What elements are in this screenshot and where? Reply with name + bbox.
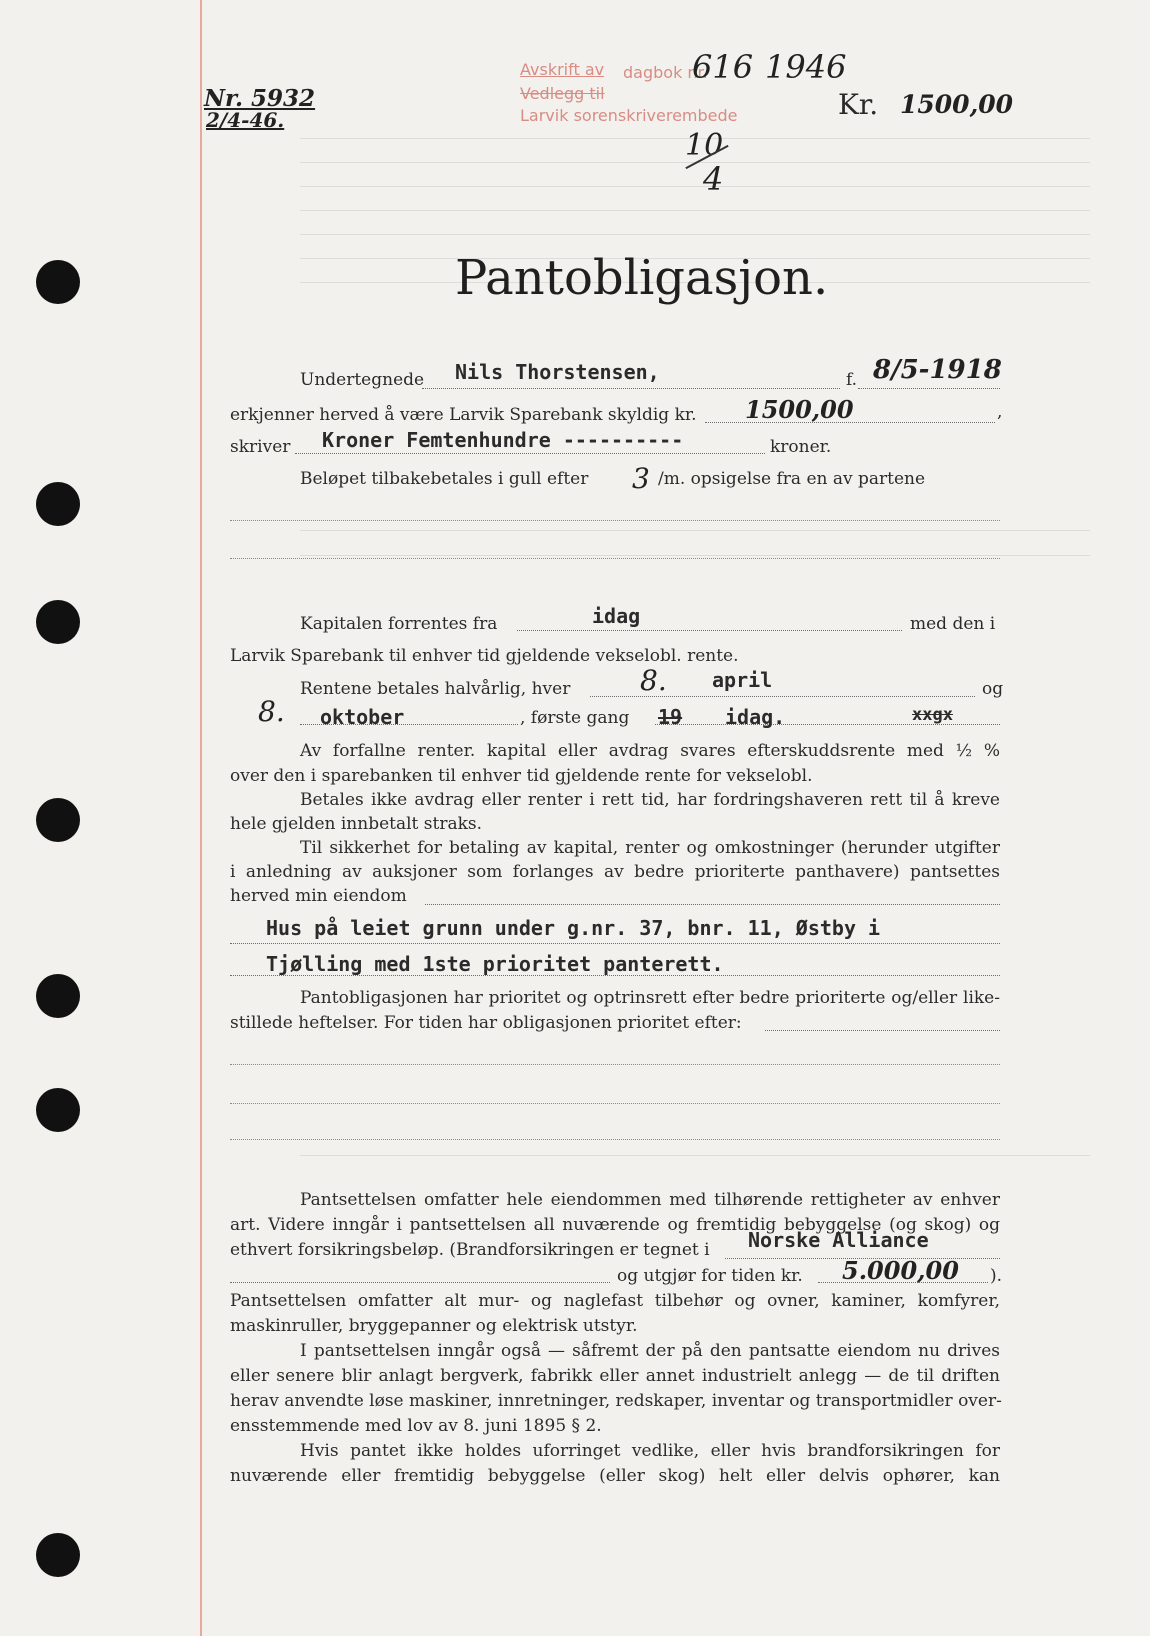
forfallne-line: Av forfallne renter. kapital eller avdrag svares efterskuddsrente med ½ % bbox=[300, 741, 1000, 761]
birth-underline bbox=[858, 388, 1000, 389]
larvik-rente-text: Larvik Sparebank til enhver tid gjeldende vekselobl. rente. bbox=[230, 646, 739, 666]
insured-amount: 5.000,00 bbox=[842, 1256, 959, 1285]
bleed-through-line bbox=[300, 530, 1090, 531]
omfatter-line-2: art. Videre inngår i pantsettelsen all nuværende og fremtidig bebyggelse (og skog) og bbox=[230, 1215, 1000, 1235]
ogsa-line-4: ensstemmende med lov av 8. juni 1895 § 2. bbox=[230, 1416, 602, 1436]
amount-comma: , bbox=[997, 402, 1003, 422]
blank-line bbox=[230, 1139, 1000, 1140]
second-interest-day: 8. bbox=[258, 695, 285, 728]
record-number: Nr. 5932 bbox=[204, 85, 316, 112]
herved-line: herved min eiendom bbox=[230, 886, 407, 906]
hele-gjelden-line: hele gjelden innbetalt straks. bbox=[230, 814, 483, 834]
struck-year: 19 bbox=[658, 705, 683, 729]
kr-label: Kr. bbox=[838, 88, 879, 121]
property-underline-1 bbox=[230, 943, 1000, 944]
first-interest-month: april bbox=[712, 668, 773, 692]
over-den-line: over den i sparebanken til enhver tid gjeldende rente for vekselobl. bbox=[230, 766, 813, 786]
second-interest-month: oktober bbox=[320, 705, 405, 729]
stamp-line-vedlegg: Vedlegg til bbox=[520, 84, 605, 103]
stamp-line-dagbok: dagbok nr. bbox=[623, 63, 708, 82]
insurer-name: Norske Alliance bbox=[748, 1228, 929, 1252]
margin-rule bbox=[200, 0, 202, 1636]
omfatter-line-3: ethvert forsikringsbeløp. (Brandforsikringen er tegnet i bbox=[230, 1240, 710, 1260]
ogsa-line-1: I pantsettelsen inngår også — såfremt der på den pantsatte eiendom nu drives bbox=[300, 1341, 1000, 1361]
bleed-through-line bbox=[300, 1155, 1090, 1156]
prioritet-line-2: stillede heftelser. For tiden har obligasjonen prioritet efter: bbox=[230, 1013, 742, 1033]
blank-line bbox=[230, 558, 1000, 559]
utgjor-text: og utgjør for tiden kr. bbox=[617, 1266, 803, 1286]
from-date-underline bbox=[517, 630, 902, 631]
forste-gang-text: , første gang bbox=[520, 708, 630, 728]
mur-line-1: Pantsettelsen omfatter alt mur- og naglefast tilbehør og ovner, kaminer, komfyrer, bbox=[230, 1291, 1000, 1311]
first-payment-date: idag. bbox=[725, 705, 786, 729]
bleed-through-line bbox=[300, 555, 1090, 556]
og-text: og bbox=[982, 679, 1004, 699]
notice-months: 3 bbox=[632, 462, 650, 495]
rentene-text: Rentene betales halvårlig, hver bbox=[300, 679, 571, 699]
erkjenner-text: erkjenner herved å være Larvik Sparebank skyldig kr. bbox=[230, 405, 697, 425]
kapitalen-text: Kapitalen forrentes fra bbox=[300, 614, 498, 634]
punch-hole bbox=[36, 974, 80, 1018]
stamp-line-avskrift: Avskrift av bbox=[520, 60, 605, 79]
kroner-label: kroner. bbox=[770, 437, 832, 457]
i-anledning-line: i anledning av auksjoner som forlanges av bedre prioriterte panthavere) pantsettes bbox=[230, 862, 1000, 882]
property-line-2: Tjølling med 1ste prioritet panterett. bbox=[266, 952, 724, 976]
margin-note-bottom: 4 bbox=[703, 160, 724, 198]
ogsa-line-3: herav anvendte løse maskiner, innretninger, redskaper, inventar og transportmidler over- bbox=[230, 1391, 1002, 1411]
debtor-name: Nils Thorstensen, bbox=[455, 360, 660, 384]
name-underline bbox=[422, 388, 840, 389]
skriver-label: skriver bbox=[230, 437, 291, 457]
belopet-end-text: /m. opsigelse fra en av partene bbox=[658, 469, 926, 489]
amount-in-words: Kroner Femtenhundre ---------- bbox=[322, 428, 684, 452]
punch-hole bbox=[36, 1088, 80, 1132]
herved-underline bbox=[425, 904, 1000, 905]
first-interest-day: 8. bbox=[640, 664, 667, 697]
prioritet-line-1: Pantobligasjonen har prioritet og optrinsrett efter bedre prioriterte og/eller like- bbox=[300, 988, 1000, 1008]
property-underline-2 bbox=[230, 975, 1000, 976]
punch-hole bbox=[36, 482, 80, 526]
blank-line bbox=[230, 1103, 1000, 1104]
omfatter-line-1: Pantsettelsen omfatter hele eiendommen med tilhørende rettigheter av enhver bbox=[300, 1190, 1000, 1210]
birth-date: 8/5-1918 bbox=[873, 355, 1002, 385]
hvis-line-2: nuværende eller fremtidig bebyggelse (eller skog) helt eller delvis ophører, kan bbox=[230, 1466, 1000, 1486]
dagbok-year: 1946 bbox=[765, 48, 847, 86]
belopet-text: Beløpet tilbakebetales i gull efter bbox=[300, 469, 589, 489]
med-den-i-text: med den i bbox=[910, 614, 996, 634]
til-sikkerhet-line: Til sikkerhet for betaling av kapital, renter og omkostninger (herunder utgifter bbox=[300, 838, 1000, 858]
record-date: 2/4-46. bbox=[206, 108, 285, 132]
prioritet-underline bbox=[765, 1030, 1000, 1031]
bleed-through-line bbox=[300, 234, 1090, 235]
stamp-line-embede: Larvik sorenskriverembede bbox=[520, 106, 738, 125]
blank-line bbox=[230, 1064, 1000, 1065]
ogsa-line-2: eller senere blir anlagt bergverk, fabrikk eller annet industrielt anlegg — de til driften bbox=[230, 1366, 1000, 1386]
struck-text: xxgx bbox=[912, 705, 953, 725]
mur-line-2: maskinruller, bryggepanner og elektrisk utstyr. bbox=[230, 1316, 638, 1336]
page-title: Pantobligasjon. bbox=[455, 250, 829, 306]
dagbok-number: 616 bbox=[692, 48, 754, 86]
punch-hole bbox=[36, 260, 80, 304]
property-line-1: Hus på leiet grunn under g.nr. 37, bnr. 11, Østby i bbox=[266, 916, 881, 940]
margin-note-top: 10 bbox=[685, 128, 724, 163]
birth-label: f. bbox=[846, 370, 858, 390]
hvis-line-1: Hvis pantet ikke holdes uforringet vedlike, eller hvis brandforsikringen for bbox=[300, 1441, 1000, 1461]
loan-amount: 1500,00 bbox=[745, 395, 854, 424]
punch-hole bbox=[36, 1533, 80, 1577]
punch-hole bbox=[36, 600, 80, 644]
kr-amount: 1500,00 bbox=[900, 90, 1014, 119]
bleed-through-line bbox=[300, 210, 1090, 211]
utgjor-leading-line bbox=[230, 1282, 610, 1283]
bleed-through-line bbox=[300, 186, 1090, 187]
punch-hole bbox=[36, 798, 80, 842]
undertegnede-label: Undertegnede bbox=[300, 370, 425, 390]
interest-from-date: idag bbox=[592, 604, 641, 628]
paren-close: ). bbox=[990, 1266, 1003, 1286]
words-underline bbox=[295, 453, 765, 454]
blank-line bbox=[230, 520, 1000, 521]
betales-ikke-line: Betales ikke avdrag eller renter i rett tid, har fordringshaveren rett til å kreve bbox=[300, 790, 1000, 810]
